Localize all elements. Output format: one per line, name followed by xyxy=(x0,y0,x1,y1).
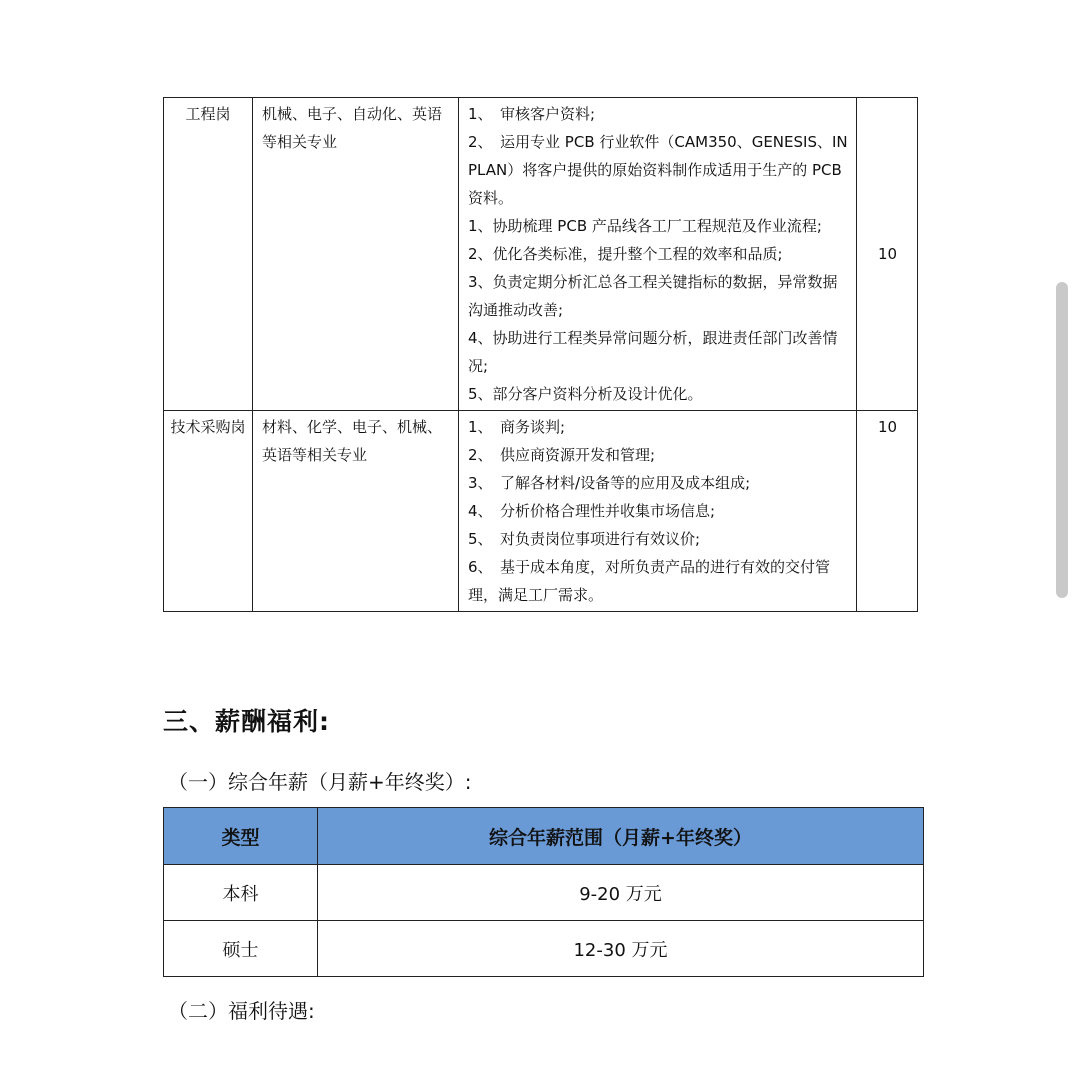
duty-line: 4、协助进行工程类异常问题分析，跟进责任部门改善情况; xyxy=(468,329,838,375)
duty-line: 3、负责定期分析汇总各工程关键指标的数据，异常数据沟通推动改善; xyxy=(468,273,838,319)
job-table xyxy=(163,97,918,612)
duties-cell xyxy=(459,98,857,411)
duty-line: 1、 商务谈判; xyxy=(468,418,566,436)
major-cell: 机械、电子、自动化、英语等相关专业 xyxy=(253,98,459,411)
table-row xyxy=(164,98,918,411)
duty-line: 1、 审核客户资料; xyxy=(468,105,596,123)
table-row xyxy=(164,921,924,977)
post-cell: 工程岗 xyxy=(164,98,253,411)
table-row xyxy=(164,865,924,921)
type-cell: 本科 xyxy=(164,865,318,921)
count-cell: 10 xyxy=(857,411,918,612)
duty-line: 6、 基于成本角度，对所负责产品的进行有效的交付管理，满足工厂需求。 xyxy=(468,558,831,604)
table-row xyxy=(164,411,918,612)
duties-cell xyxy=(459,411,857,612)
duty-line: 4、 分析价格合理性并收集市场信息; xyxy=(468,502,716,520)
table-header-row xyxy=(164,808,924,865)
duty-line: 5、部分客户资料分析及设计优化。 xyxy=(468,385,703,403)
duty-line: 5、 对负责岗位事项进行有效议价; xyxy=(468,530,701,548)
section-title: 三、薪酬福利: xyxy=(163,707,330,736)
major-cell: 材料、化学、电子、机械、英语等相关专业 xyxy=(253,411,459,612)
header-type: 类型 xyxy=(164,808,318,865)
duty-line: 2、 供应商资源开发和管理; xyxy=(468,446,656,464)
post-cell: 技术采购岗 xyxy=(164,411,253,612)
subsection-title: （二）福利待遇: xyxy=(168,999,315,1023)
count-cell: 10 xyxy=(857,98,918,411)
type-cell: 硕士 xyxy=(164,921,318,977)
header-range: 综合年薪范围（月薪+年终奖） xyxy=(318,808,924,865)
salary-table xyxy=(163,807,924,977)
duty-line: 2、优化各类标准，提升整个工程的效率和品质; xyxy=(468,245,783,263)
range-cell: 9-20 万元 xyxy=(318,865,924,921)
duty-line: 3、 了解各材料/设备等的应用及成本组成; xyxy=(468,474,751,492)
subsection-title: （一）综合年薪（月薪+年终奖）: xyxy=(168,770,472,794)
duty-line: 2、 运用专业 PCB 行业软件（CAM350、GENESIS、INPLAN）将客户提供的原始资料制作成适用于生产的 PCB 资料。 xyxy=(468,133,848,207)
range-cell: 12-30 万元 xyxy=(318,921,924,977)
duty-line: 1、协助梳理 PCB 产品线各工厂工程规范及作业流程; xyxy=(468,217,822,235)
scrollbar-thumb[interactable] xyxy=(1056,282,1068,598)
